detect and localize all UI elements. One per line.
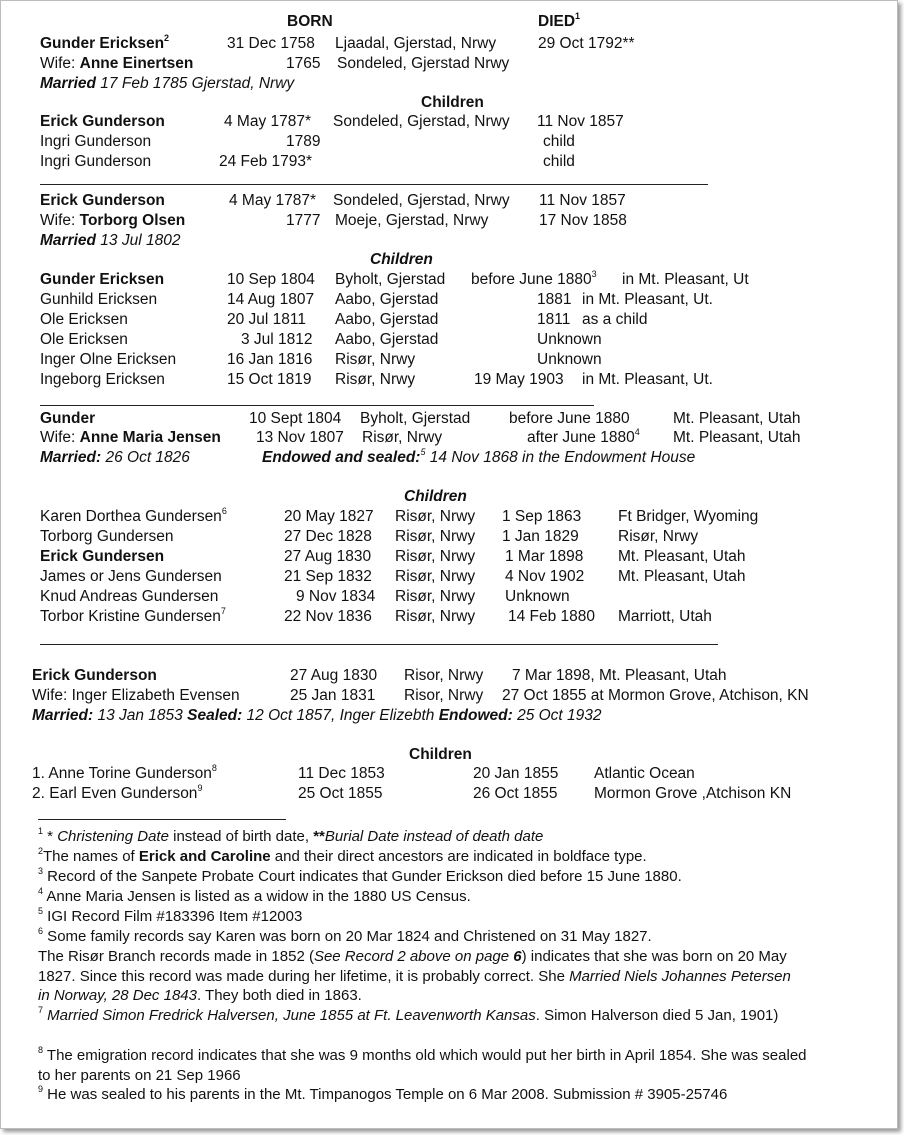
fam1-child-1-place: Sondeled, Gjerstad, Nrwy	[333, 113, 510, 130]
fam3-child-5-died: Unknown	[505, 588, 570, 605]
fam1-child-2-name: Ingri Gunderson	[40, 133, 152, 150]
fam2-married: Married 13 Jul 1802	[40, 232, 181, 249]
born-header: BORN	[287, 13, 333, 30]
fam4-husband-born-date: 27 Aug 1830	[290, 667, 378, 684]
fam1-children-header: Children	[421, 94, 484, 111]
fam4-child-1-date: 11 Dec 1853	[298, 765, 385, 782]
fam1-child-3-date: 24 Feb 1793*	[219, 153, 313, 170]
fam4-child-1-died: 20 Jan 1855	[473, 765, 559, 782]
fam2-wife-born-place: Moeje, Gjerstad, Nrwy	[335, 212, 489, 229]
fam1-child-1-died: 11 Nov 1857	[537, 113, 624, 130]
fam3-child-6-date: 22 Nov 1836	[284, 608, 372, 625]
fam2-child-3-date: 20 Jul 1811	[227, 311, 306, 328]
fam2-child-1-name: Gunder Ericksen	[40, 271, 165, 288]
fam3-child-1-where: Ft Bridger, Wyoming	[618, 508, 759, 525]
fam3-child-4-place: Risør, Nrwy	[395, 568, 476, 585]
fam3-child-6-died: 14 Feb 1880	[508, 608, 596, 625]
fam3-child-2-place: Risør, Nrwy	[395, 528, 476, 545]
fam3-child-4-where: Mt. Pleasant, Utah	[618, 568, 746, 585]
fam3-child-3-where: Mt. Pleasant, Utah	[618, 548, 746, 565]
footnote-8: $^8$ The emigration record indicates that she was 9 months old which would put her birth in April 1854. She was sealed to her parents on 21 Sep 1966	[38, 1045, 807, 1084]
fam2-child-5-date: 16 Jan 1816	[227, 351, 313, 368]
fam3-child-6-name: Torbor Kristine Gundersen$^7$	[40, 606, 226, 625]
fam3-child-1-name: Karen Dorthea Gundersen$^6$	[40, 506, 227, 525]
fam4-child-1-where: Atlantic Ocean	[594, 765, 695, 782]
fam2-child-6-where: in Mt. Pleasant, Ut.	[582, 371, 713, 388]
fam3-husband-died: before June 1880	[509, 410, 630, 427]
fam1-husband-born-date: 31 Dec 1758	[227, 35, 315, 52]
fam3-wife-died: after June 1880$^4$	[527, 427, 640, 446]
fam3-wife: Wife: Anne Maria Jensen	[40, 429, 221, 446]
fam3-child-6-where: Marriott, Utah	[618, 608, 712, 625]
fam4-wife-born-date: 25 Jan 1831	[290, 687, 376, 704]
fam3-child-2-name: Torborg Gundersen	[40, 528, 174, 545]
fam2-child-6-name: Ingeborg Ericksen	[40, 371, 165, 388]
fam1-wife-born-place: Sondeled, Gjerstad Nrwy	[337, 55, 510, 72]
fam2-husband-died: 11 Nov 1857	[539, 192, 626, 209]
fam3-child-1-place: Risør, Nrwy	[395, 508, 476, 525]
footnote-6: $^6$ Some family records say Karen was born on 20 Mar 1824 and Christened on 31 May 1827. The Risør Branch records made in 1852 (See Record 2 above on page 6) indicates that she was born on 20 May 1827. Since this record was made during her lifetime, it is probably correct. She Married Niels Johannes Petersen in Norway, 28 Dec 1843. They both died in 1863.	[38, 926, 791, 1005]
divider	[40, 405, 594, 406]
fam3-child-2-date: 27 Dec 1828	[284, 528, 372, 545]
fam2-child-3-place: Aabo, Gjerstad	[335, 311, 439, 328]
fam1-husband-died: 29 Oct 1792**	[538, 35, 635, 52]
fam1-child-3-name: Ingri Gunderson	[40, 153, 152, 170]
fam1-wife-born-date: 1765	[286, 55, 321, 72]
fam2-child-4-died: Unknown	[537, 331, 602, 348]
fam2-child-2-name: Gunhild Ericksen	[40, 291, 158, 308]
fam4-child-2-date: 25 Oct 1855	[298, 785, 383, 802]
died-header: DIED$^1$	[538, 11, 581, 30]
fam3-child-3-name: Erick Gundersen	[40, 548, 165, 565]
fam2-child-2-died: 1881	[537, 291, 572, 308]
fam3-child-1-died: 1 Sep 1863	[502, 508, 582, 525]
fam4-wife: Wife: Inger Elizabeth Evensen	[32, 687, 240, 704]
fam3-children-header: Children	[404, 488, 467, 505]
fam2-husband-born-date: 4 May 1787*	[229, 192, 317, 209]
fam3-husband: Gunder	[40, 410, 96, 427]
fam2-child-1-died: before June 1880$^3$	[471, 269, 597, 288]
fam3-child-4-died: 4 Nov 1902	[505, 568, 585, 585]
fam4-children-header: Children	[409, 746, 472, 763]
fam2-wife-born-date: 1777	[286, 212, 321, 229]
fam4-husband-born-place: Risor, Nrwy	[404, 667, 484, 684]
fam2-child-2-place: Aabo, Gjerstad	[335, 291, 439, 308]
fam2-child-1-place: Byholt, Gjerstad	[335, 271, 446, 288]
fam3-child-5-name: Knud Andreas Gundersen	[40, 588, 219, 605]
fam2-wife: Wife: Torborg Olsen	[40, 212, 186, 229]
fam3-child-2-where: Risør, Nrwy	[618, 528, 699, 545]
fam3-wife-born-date: 13 Nov 1807	[256, 429, 344, 446]
fam4-wife-born-place: Risor, Nrwy	[404, 687, 484, 704]
fam2-child-4-place: Aabo, Gjerstad	[335, 331, 439, 348]
fam1-child-2-died: child	[543, 133, 575, 150]
fam3-wife-born-place: Risør, Nrwy	[362, 429, 443, 446]
fam2-child-4-name: Ole Ericksen	[40, 331, 128, 348]
fam2-child-6-died: 19 May 1903	[474, 371, 564, 388]
fam2-child-2-date: 14 Aug 1807	[227, 291, 315, 308]
fam2-child-5-place: Risør, Nrwy	[335, 351, 416, 368]
fam1-husband: Gunder Ericksen$^2$	[40, 33, 170, 52]
fam3-husband-where: Mt. Pleasant, Utah	[673, 410, 801, 427]
fam4-child-2-died: 26 Oct 1855	[473, 785, 558, 802]
fam2-child-6-place: Risør, Nrwy	[335, 371, 416, 388]
fam2-child-3-where: as a child	[582, 311, 648, 328]
fam3-child-3-died: 1 Mar 1898	[505, 548, 584, 565]
fam2-husband: Erick Gunderson	[40, 192, 165, 209]
fam1-married: Married 17 Feb 1785 Gjerstad, Nrwy	[40, 75, 295, 92]
fam4-child-2-name: 2. Earl Even Gunderson$^9$	[32, 783, 203, 802]
fam4-child-1-name: 1. Anne Torine Gunderson$^8$	[32, 763, 217, 782]
fam1-wife: Wife: Anne Einertsen	[40, 55, 194, 72]
fam2-husband-born-place: Sondeled, Gjerstad, Nrwy	[333, 192, 510, 209]
fam2-child-6-date: 15 Oct 1819	[227, 371, 312, 388]
fam2-wife-died: 17 Nov 1858	[539, 212, 627, 229]
fam2-child-3-name: Ole Ericksen	[40, 311, 128, 328]
fam3-child-3-date: 27 Aug 1830	[284, 548, 372, 565]
fam3-child-4-date: 21 Sep 1832	[284, 568, 372, 585]
fam3-child-5-date: 9 Nov 1834	[296, 588, 376, 605]
footnote-7: $^7$ Married Simon Fredrick Halversen, June 1855 at Ft. Leavenworth Kansas. Simon Halverson died 5 Jan, 1901)	[38, 1005, 779, 1024]
fam2-child-1-where: in Mt. Pleasant, Ut	[622, 271, 749, 288]
fam3-child-5-place: Risør, Nrwy	[395, 588, 476, 605]
fam2-child-2-where: in Mt. Pleasant, Ut.	[582, 291, 713, 308]
fam2-child-3-died: 1811	[537, 311, 571, 328]
fam3-wife-where: Mt. Pleasant, Utah	[673, 429, 801, 446]
fam3-endowed: Endowed and sealed:$^5$ 14 Nov 1868 in the Endowment House	[262, 447, 696, 466]
fam4-husband: Erick Gunderson	[32, 667, 157, 684]
fam3-child-1-date: 20 May 1827	[284, 508, 374, 525]
fam4-wife-died: 27 Oct 1855 at Mormon Grove, Atchison, KN	[502, 687, 809, 704]
fam2-child-5-died: Unknown	[537, 351, 602, 368]
fam3-child-2-died: 1 Jan 1829	[502, 528, 579, 545]
fam3-husband-born-date: 10 Sept 1804	[249, 410, 342, 427]
fam4-husband-died: 7 Mar 1898, Mt. Pleasant, Utah	[512, 667, 727, 684]
fam1-child-1-name: Erick Gunderson	[40, 113, 165, 130]
fam2-child-4-date: 3 Jul 1812	[241, 331, 313, 348]
fam2-children-header: Children	[370, 251, 433, 268]
footnote-9: $^9$ He was sealed to his parents in the Mt. Timpanogos Temple on 6 Mar 2008. Submission # 3905-25746	[38, 1084, 728, 1103]
divider	[40, 184, 708, 185]
divider	[40, 644, 718, 645]
footnote-3: $^3$ Record of the Sanpete Probate Court indicates that Gunder Erickson died before 15 June 1880.	[38, 866, 682, 885]
fam1-child-2-date: 1789	[286, 133, 321, 150]
footnote-divider	[38, 819, 286, 820]
fam3-child-6-place: Risør, Nrwy	[395, 608, 476, 625]
fam4-child-2-where: Mormon Grove ,Atchison KN	[594, 785, 792, 802]
fam1-husband-born-place: Ljaadal, Gjerstad, Nrwy	[335, 35, 497, 52]
fam2-child-1-date: 10 Sep 1804	[227, 271, 315, 288]
fam3-child-4-name: James or Jens Gundersen	[40, 568, 222, 585]
footnote-4: $^4$ Anne Maria Jensen is listed as a widow in the 1880 US Census.	[38, 886, 471, 905]
fam1-child-3-died: child	[543, 153, 575, 170]
fam2-child-5-name: Inger Olne Ericksen	[40, 351, 177, 368]
fam3-married: Married: 26 Oct 1826	[40, 449, 190, 466]
fam4-married: Married: 13 Jan 1853 Sealed: 12 Oct 1857, Inger Elizebth Endowed: 25 Oct 1932	[32, 707, 602, 724]
footnote-1: $^1$ * Christening Date instead of birth date, **Burial Date instead of death date	[38, 826, 544, 845]
fam3-child-3-place: Risør, Nrwy	[395, 548, 476, 565]
fam1-child-1-date: 4 May 1787*	[224, 113, 312, 130]
footnote-5: $^5$ IGI Record Film #183396 Item #12003	[38, 906, 303, 925]
fam3-husband-born-place: Byholt, Gjerstad	[360, 410, 471, 427]
footnote-2: $^2$The names of Erick and Caroline and their direct ancestors are indicated in boldface type.	[38, 846, 647, 865]
